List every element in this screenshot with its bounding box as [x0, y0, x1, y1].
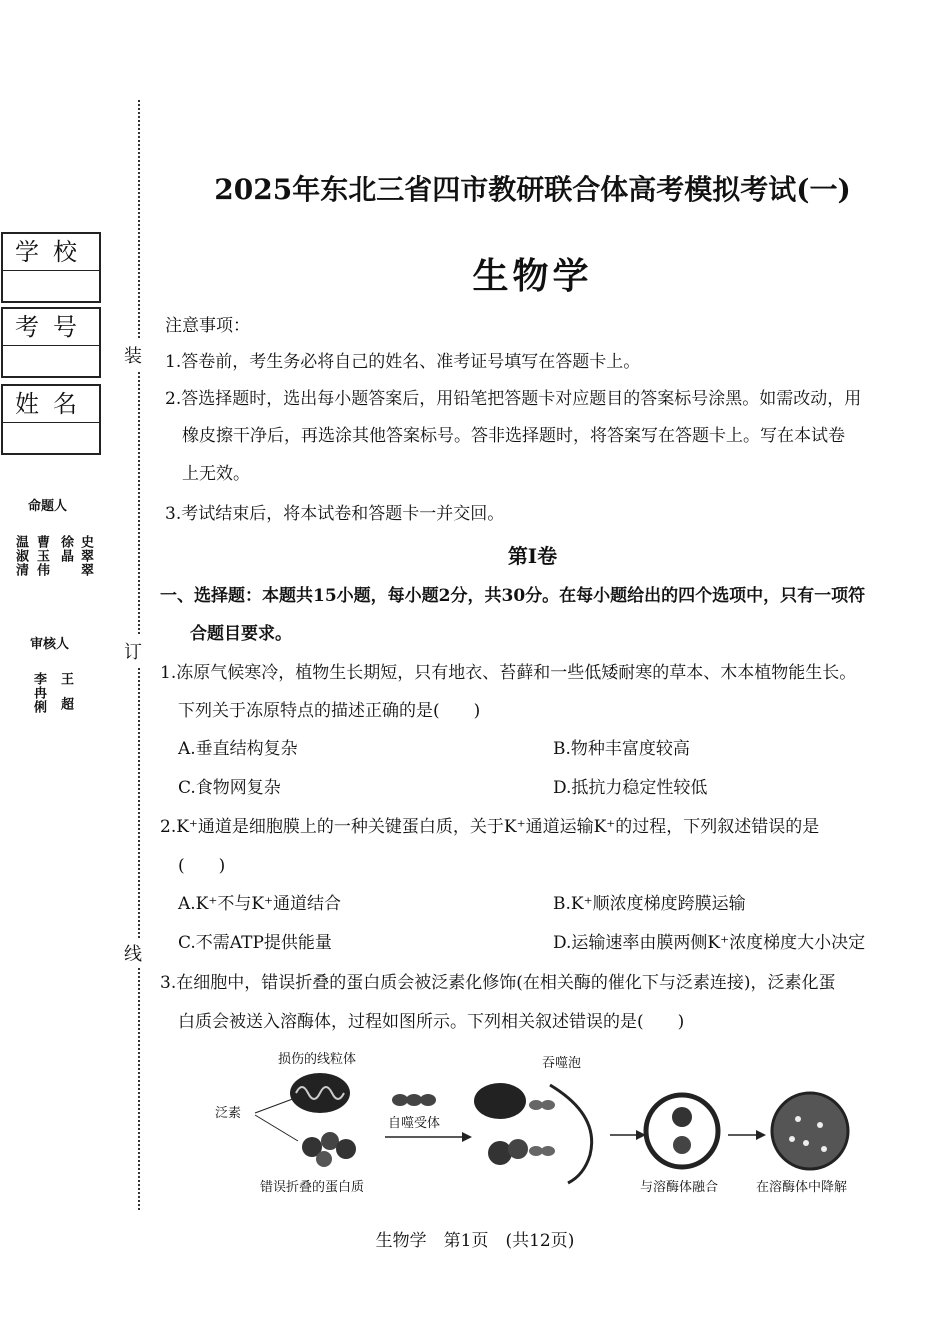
- subject-title: 生物学: [472, 255, 593, 297]
- reviewer-title: 审核人: [30, 637, 70, 652]
- proposer-name: 史翠翠: [78, 535, 93, 577]
- proposer-name: 温淑清: [13, 535, 28, 577]
- binding-char: 装: [124, 340, 142, 370]
- proposer-name: 徐晶: [58, 535, 73, 563]
- label-phagophore: 吞噬泡: [542, 1056, 582, 1071]
- notice-item: 2.答选择题时，选出每小题答案后，用铅笔把答题卡对应题目的答案标号涂黑。如需改动，用: [165, 389, 862, 409]
- proposer-name: 曹玉伟: [34, 535, 49, 577]
- receptor-shape: [392, 1094, 436, 1106]
- reviewer-name: 李冉俐: [31, 672, 46, 714]
- question-stem: 白质会被送入溶酶体，过程如图所示。下列相关叙述错误的是( ): [178, 1012, 685, 1032]
- question-stem: ( ): [178, 856, 226, 876]
- question-stem: 3.在细胞中，错误折叠的蛋白质会被泛素化修饰(在相关酶的催化下与泛素连接)，泛素化蛋: [160, 973, 836, 993]
- label-fusion: 与溶酶体融合: [640, 1180, 719, 1195]
- part-instruction: 合题目要求。: [190, 624, 292, 644]
- part-instruction: 一、选择题：本题共15小题，每小题2分，共30分。在每小题给出的四个选项中，只有一项符: [160, 586, 866, 606]
- binding-char: 线: [124, 938, 142, 968]
- option: B.物种丰富度较高: [553, 739, 690, 759]
- exam-number-label: 考号: [3, 309, 99, 346]
- name-field[interactable]: [1, 384, 101, 455]
- label-degrade: 在溶酶体中降解: [756, 1180, 848, 1195]
- option: C.不需ATP提供能量: [178, 933, 332, 953]
- option: A.垂直结构复杂: [178, 739, 298, 759]
- notice-item: 橡皮擦干净后，再选涂其他答案标号。答非选择题时，将答案写在答题卡上。写在本试卷: [182, 426, 845, 446]
- school-field[interactable]: [1, 232, 101, 303]
- reviewer-name: 王超: [58, 672, 73, 722]
- option: B.K⁺顺浓度梯度跨膜运输: [553, 894, 746, 914]
- notice-heading: 注意事项：: [165, 316, 250, 336]
- label-damaged-mito: 损伤的线粒体: [278, 1052, 357, 1067]
- option: D.抵抗力稳定性较低: [553, 778, 708, 798]
- section-title: 第Ⅰ卷: [507, 544, 558, 568]
- notice-item: 上无效。: [182, 464, 250, 484]
- page-footer: 生物学 第1页 (共12页): [375, 1231, 575, 1251]
- autophagosome-shape: [646, 1095, 718, 1167]
- option: A.K⁺不与K⁺通道结合: [178, 894, 342, 914]
- notice-item: 1.答卷前，考生务必将自己的姓名、准考证号填写在答题卡上。: [165, 352, 641, 372]
- proposer-title: 命题人: [28, 499, 68, 514]
- exam-number-field[interactable]: [1, 307, 101, 378]
- school-label: 学校: [3, 234, 99, 271]
- exam-title: 2025年东北三省四市教研联合体高考模拟考试(一): [214, 173, 851, 206]
- autophagy-figure: [200, 1045, 880, 1205]
- option: D.运输速率由膜两侧K⁺浓度梯度大小决定: [553, 933, 866, 953]
- question-stem: 2.K⁺通道是细胞膜上的一种关键蛋白质，关于K⁺通道运输K⁺的过程，下列叙述错误的是: [160, 817, 820, 837]
- mitochondrion-shape: [290, 1073, 350, 1113]
- binding-char: 订: [124, 636, 142, 666]
- name-label: 姓名: [3, 386, 99, 423]
- label-misfolded: 错误折叠的蛋白质: [260, 1180, 365, 1195]
- misfolded-protein-shape: [302, 1132, 356, 1167]
- phagophore-shape: [474, 1083, 592, 1183]
- option: C.食物网复杂: [178, 778, 281, 798]
- label-receptor: 自噬受体: [388, 1116, 441, 1131]
- lysosome-shape: [772, 1093, 848, 1169]
- question-stem: 下列关于冻原特点的描述正确的是( ): [178, 701, 481, 721]
- notice-item: 3.考试结束后，将本试卷和答题卡一并交回。: [165, 504, 505, 524]
- label-ubiquitin: 泛素: [215, 1106, 242, 1121]
- question-stem: 1.冻原气候寒冷，植物生长期短，只有地衣、苔藓和一些低矮耐寒的草本、木本植物能生长。: [160, 663, 857, 683]
